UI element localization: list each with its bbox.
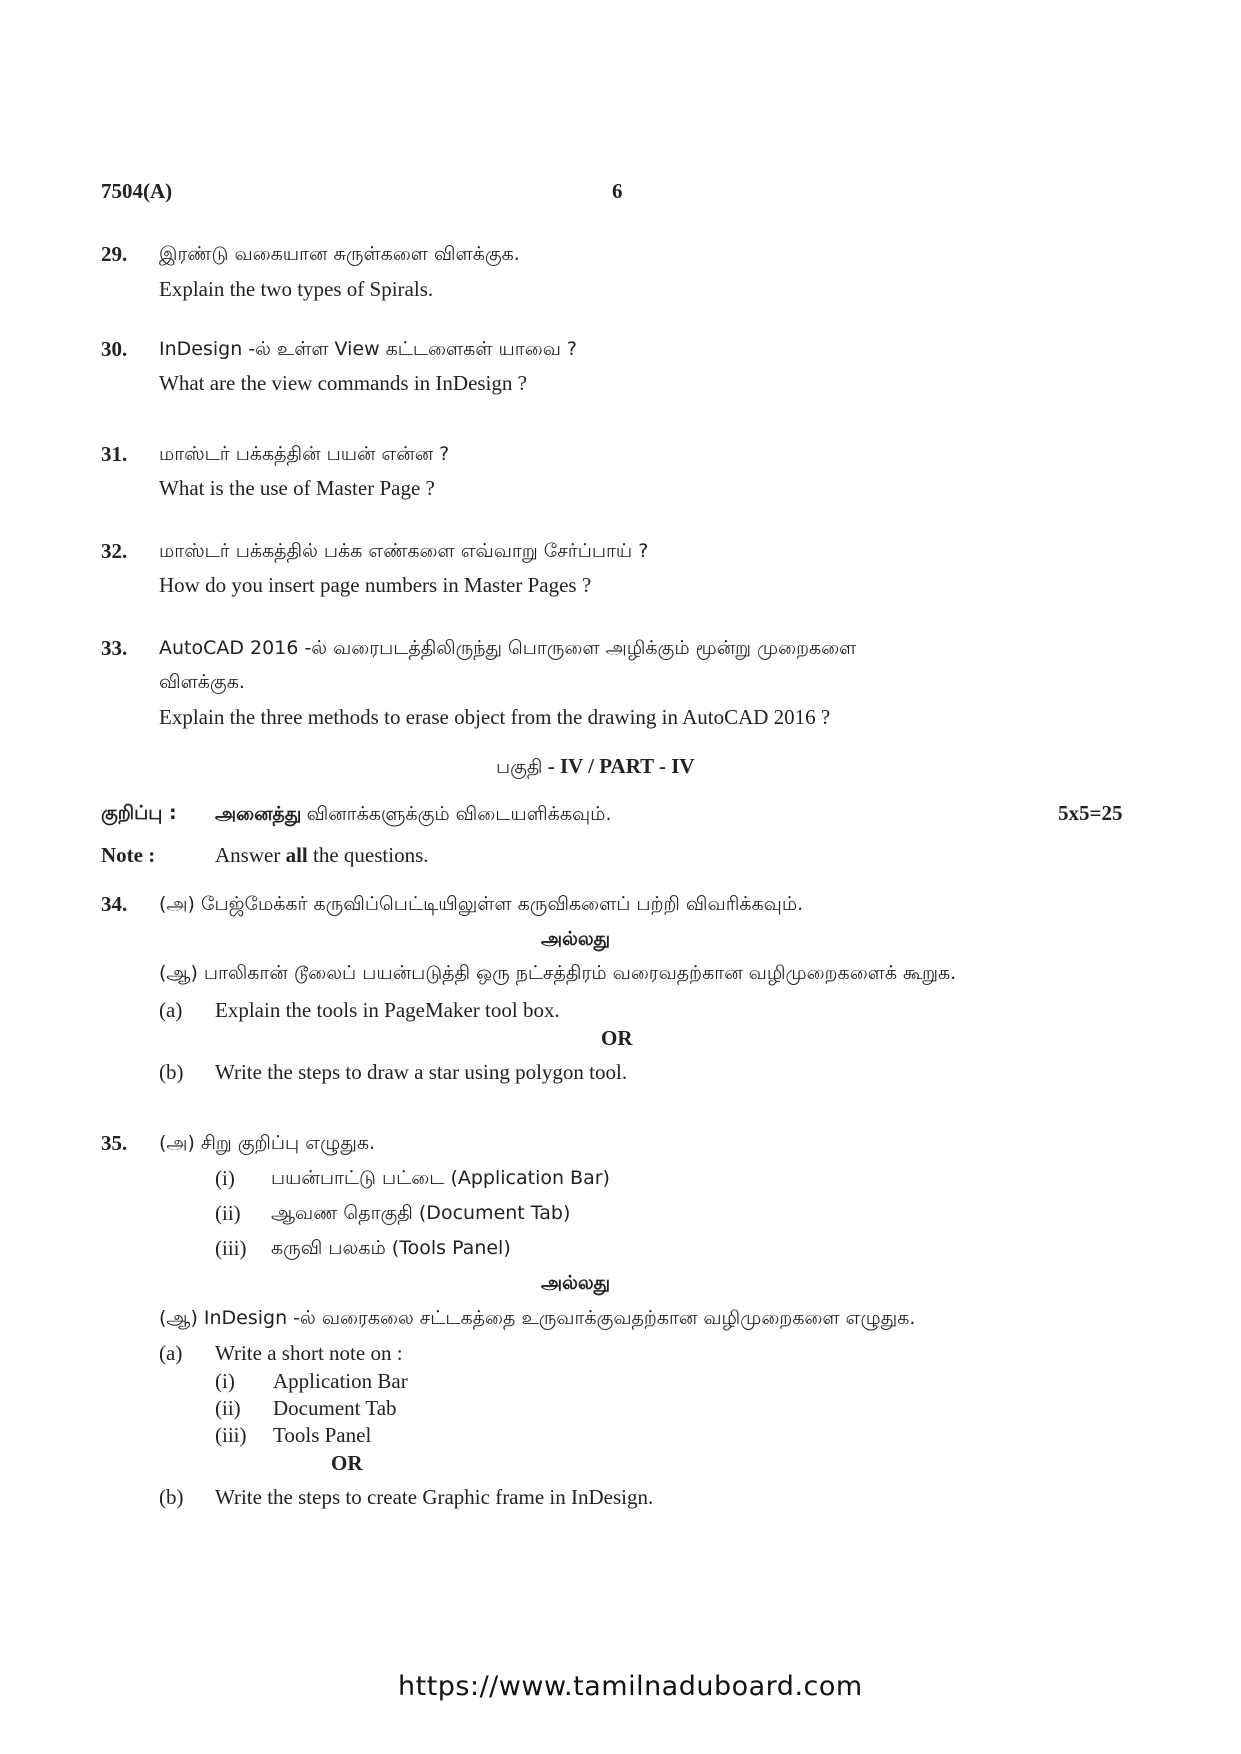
note-rest-tamil: வினாக்களுக்கும் விடையளிக்கவும். — [306, 803, 612, 825]
question-29-english: Explain the two types of Spirals. — [159, 277, 434, 301]
part-heading — [496, 753, 695, 780]
or-english: OR — [601, 1026, 633, 1050]
question-number: 30. — [101, 337, 128, 361]
question-35-a-tamil: (அ) சிறு குறிப்பு எழுதுக. — [159, 1132, 376, 1154]
or-english: OR — [331, 1451, 363, 1475]
note-pre-english: Answer — [215, 843, 281, 867]
question-35-b-english: Write the steps to create Graphic frame in InDesign. — [215, 1485, 654, 1509]
question-number: 29. — [101, 242, 128, 266]
paper-code: 7504(A) — [101, 179, 173, 203]
question-34-a-tamil: (அ) பேஜ்மேக்கர் கருவிப்பெட்டியிலுள்ள கருவிகளைப் பற்றி விவரிக்கவும். — [159, 893, 804, 915]
question-35-ii-tamil: ஆவண தொகுதி (Document Tab) — [271, 1202, 571, 1224]
question-34-a-english: Explain the tools in PageMaker tool box. — [215, 998, 560, 1022]
subitem-label: (iii) — [215, 1423, 247, 1447]
question-34-b-tamil: (ஆ) பாலிகான் டூலைப் பயன்படுத்தி ஒரு நட்சத்திரம் வரைவதற்கான வழிமுறைகளைக் கூறுக. — [159, 962, 957, 984]
part-heading-english: - IV / PART - IV — [547, 754, 695, 778]
question-30-english: What are the view commands in InDesign ? — [159, 371, 527, 395]
question-30-tamil: InDesign -ல் உள்ள View கட்டளைகள் யாவை ? — [159, 338, 578, 360]
question-35-a-english: Write a short note on : — [215, 1341, 403, 1365]
marks: 5x5=25 — [1058, 801, 1123, 825]
footer-url[interactable]: https://www.tamilnaduboard.com — [398, 1671, 863, 1702]
question-33-english: Explain the three methods to erase object from the drawing in AutoCAD 2016 ? — [159, 705, 831, 729]
note-post-english: the questions. — [313, 843, 429, 867]
subitem-label: (ii) — [215, 1201, 241, 1225]
option-label: (b) — [159, 1485, 184, 1509]
question-number: 35. — [101, 1131, 128, 1155]
question-29-tamil: இரண்டு வகையான சுருள்களை விளக்குக. — [159, 243, 520, 265]
question-number: 32. — [101, 539, 128, 563]
part-heading-tamil: பகுதி — [496, 756, 543, 778]
note-label-english: Note : — [101, 843, 156, 867]
question-35-i-english: Application Bar — [273, 1369, 408, 1393]
or-tamil: அல்லது — [541, 928, 611, 950]
subitem-label: (i) — [215, 1166, 235, 1190]
question-number: 31. — [101, 442, 128, 466]
question-32-tamil: மாஸ்டர் பக்கத்தில் பக்க எண்களை எவ்வாறு சேர்ப்பாய் ? — [159, 540, 649, 562]
subitem-label: (i) — [215, 1369, 235, 1393]
note-label-tamil: குறிப்பு : — [101, 802, 177, 824]
note-bold-english: all — [285, 843, 308, 867]
note-bold-tamil: அனைத்து — [215, 803, 302, 825]
or-tamil: அல்லது — [541, 1272, 611, 1294]
question-35-iii-english: Tools Panel — [273, 1423, 372, 1447]
question-35-iii-tamil: கருவி பலகம் (Tools Panel) — [271, 1237, 511, 1259]
question-31-english: What is the use of Master Page ? — [159, 476, 435, 500]
question-35-i-tamil: பயன்பாட்டு பட்டை (Application Bar) — [271, 1167, 610, 1189]
question-33-tamil-line1: AutoCAD 2016 -ல் வரைபடத்திலிருந்து பொருளை அழிக்கும் மூன்று முறைகளை — [159, 637, 857, 659]
page-number: 6 — [612, 179, 623, 203]
question-33-tamil-line2: விளக்குக. — [159, 671, 245, 693]
option-label: (a) — [159, 998, 183, 1022]
question-35-b-tamil: (ஆ) InDesign -ல் வரைகலை சட்டகத்தை உருவாக்குவதற்கான வழிமுறைகளை எழுதுக. — [159, 1307, 916, 1329]
subitem-label: (iii) — [215, 1236, 247, 1260]
question-32-english: How do you insert page numbers in Master Pages ? — [159, 573, 592, 597]
note-text-tamil — [215, 800, 612, 827]
question-35-ii-english: Document Tab — [273, 1396, 397, 1420]
option-label: (a) — [159, 1341, 183, 1365]
question-number: 33. — [101, 636, 128, 660]
option-label: (b) — [159, 1060, 184, 1084]
note-text-english — [215, 842, 429, 868]
question-34-b-english: Write the steps to draw a star using polygon tool. — [215, 1060, 628, 1084]
question-number: 34. — [101, 892, 128, 916]
question-31-tamil: மாஸ்டர் பக்கத்தின் பயன் என்ன ? — [159, 443, 450, 465]
subitem-label: (ii) — [215, 1396, 241, 1420]
